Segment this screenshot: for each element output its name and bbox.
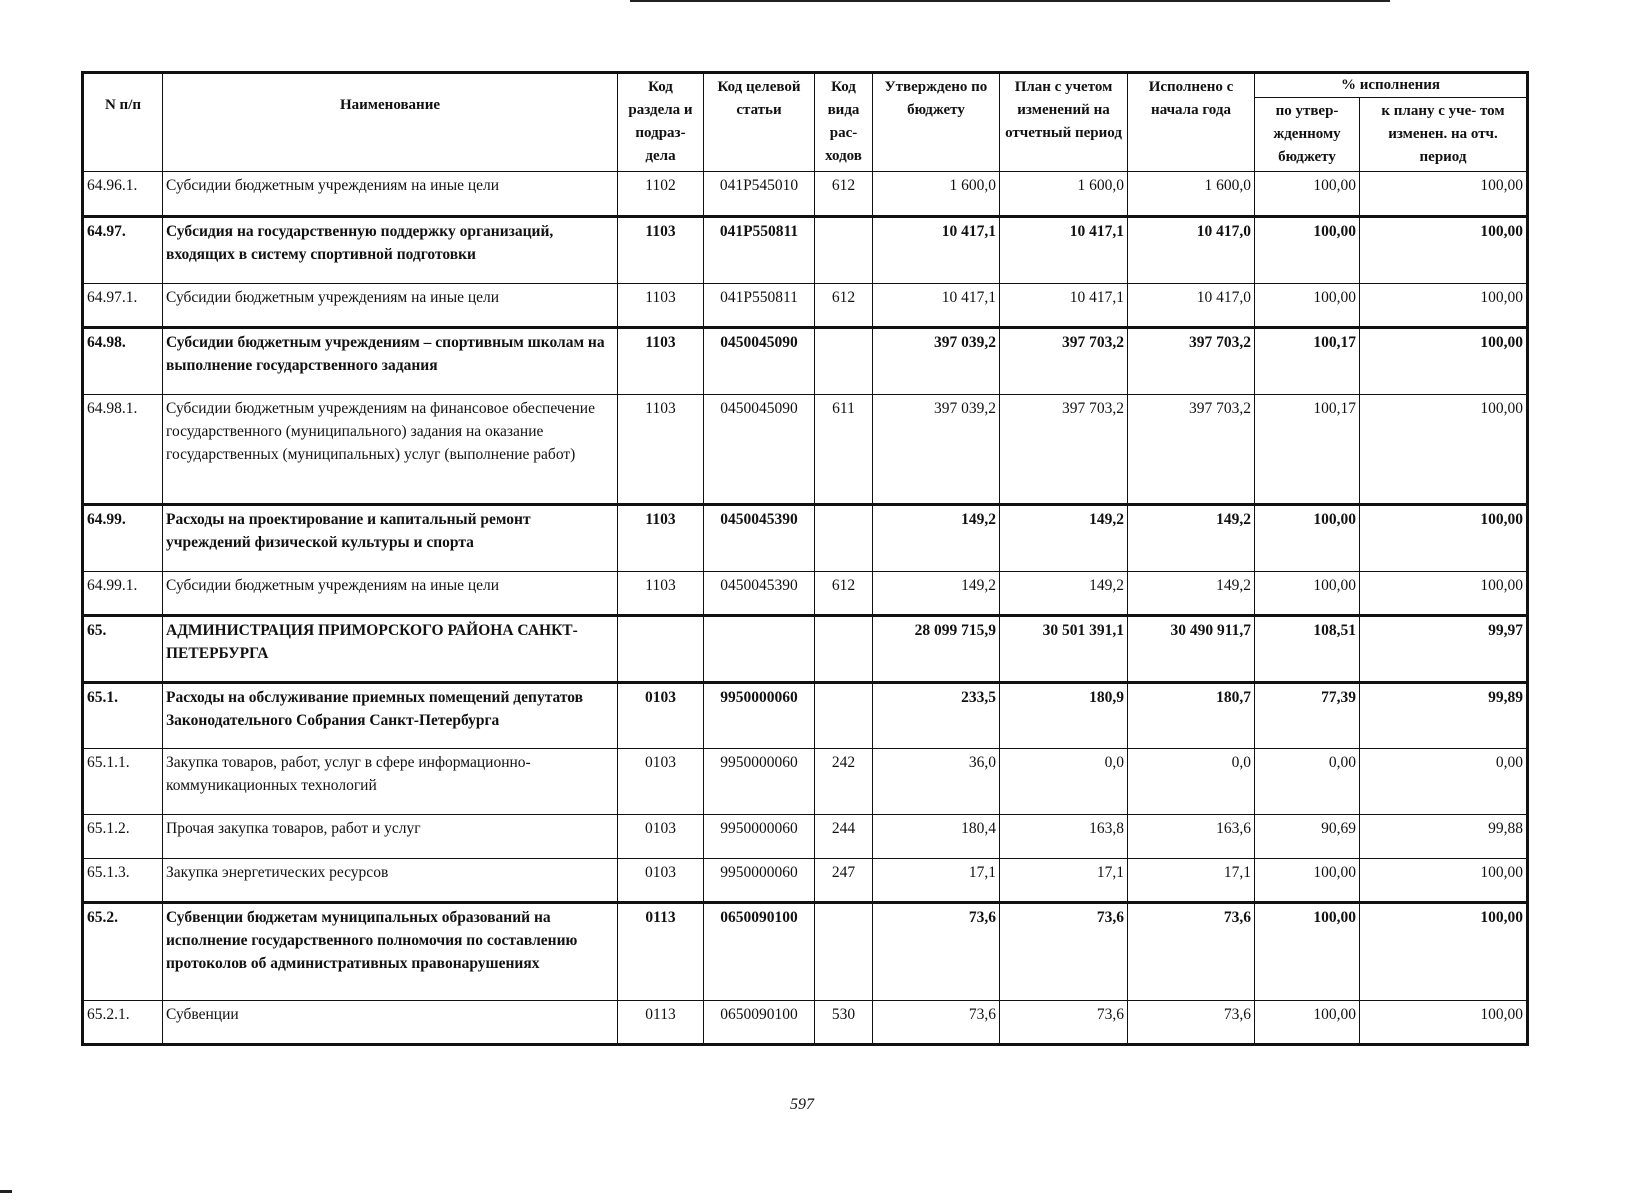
row-executed: 397 703,2 — [1128, 328, 1255, 395]
row-section-code: 0113 — [618, 1001, 704, 1045]
row-target-code: 0450045090 — [704, 328, 815, 395]
row-number: 64.99.1. — [83, 572, 163, 616]
row-pct-approved: 100,00 — [1255, 172, 1360, 217]
row-expense-code: 247 — [815, 859, 873, 903]
row-expense-code: 612 — [815, 172, 873, 217]
row-number: 64.98. — [83, 328, 163, 395]
header-num: N п/п — [83, 73, 163, 172]
row-plan: 30 501 391,1 — [1000, 616, 1128, 683]
row-section-code: 1103 — [618, 505, 704, 572]
table-row — [83, 903, 1528, 1001]
row-number: 65.2. — [83, 903, 163, 1001]
row-target-code: 9950000060 — [704, 683, 815, 749]
row-number: 65.1.3. — [83, 859, 163, 903]
row-plan: 0,0 — [1000, 749, 1128, 815]
row-executed: 73,6 — [1128, 1001, 1255, 1045]
row-approved: 397 039,2 — [873, 328, 1000, 395]
row-pct-plan: 100,00 — [1360, 328, 1528, 395]
row-executed: 397 703,2 — [1128, 395, 1255, 505]
row-number: 64.97. — [83, 217, 163, 284]
row-expense-code: 242 — [815, 749, 873, 815]
row-executed: 149,2 — [1128, 505, 1255, 572]
row-name: Закупка энергетических ресурсов — [163, 859, 618, 903]
row-pct-approved: 0,00 — [1255, 749, 1360, 815]
row-name: Субсидии бюджетным учреждениям на иные цели — [163, 572, 618, 616]
table-row — [83, 683, 1528, 749]
row-target-code: 041P545010 — [704, 172, 815, 217]
row-plan: 1 600,0 — [1000, 172, 1128, 217]
row-pct-plan: 100,00 — [1360, 505, 1528, 572]
scan-edge-line — [630, 0, 1390, 2]
row-number: 65.1. — [83, 683, 163, 749]
row-number: 64.96.1. — [83, 172, 163, 217]
row-pct-approved: 100,00 — [1255, 1001, 1360, 1045]
row-expense-code: 612 — [815, 284, 873, 328]
row-pct-plan: 100,00 — [1360, 903, 1528, 1001]
table-row — [83, 859, 1528, 903]
row-name: Субсидия на государственную поддержку организаций, входящих в систему спортивной подготовки — [163, 217, 618, 284]
header-plan: План с учетом изменений на отчетный период — [1000, 73, 1128, 172]
row-executed: 73,6 — [1128, 903, 1255, 1001]
header-pct-group: % исполнения — [1255, 73, 1528, 98]
row-pct-approved: 100,00 — [1255, 284, 1360, 328]
row-section-code: 1103 — [618, 284, 704, 328]
row-approved: 180,4 — [873, 815, 1000, 859]
row-section-code: 0103 — [618, 859, 704, 903]
row-section-code: 1103 — [618, 217, 704, 284]
row-approved: 73,6 — [873, 903, 1000, 1001]
row-name: Расходы на проектирование и капитальный ремонт учреждений физической культуры и спорта — [163, 505, 618, 572]
row-target-code: 0450045390 — [704, 572, 815, 616]
row-plan: 10 417,1 — [1000, 284, 1128, 328]
row-name: Субвенции бюджетам муниципальных образований на исполнение государственного полномочия по составлению протоколов об административных правонарушениях — [163, 903, 618, 1001]
row-plan: 17,1 — [1000, 859, 1128, 903]
table-row — [83, 815, 1528, 859]
row-plan: 73,6 — [1000, 903, 1128, 1001]
row-name: Расходы на обслуживание приемных помещений депутатов Законодательного Собрания Санкт-Петербурга — [163, 683, 618, 749]
header-executed: Исполнено с начала года — [1128, 73, 1255, 172]
row-section-code: 0113 — [618, 903, 704, 1001]
row-number: 64.98.1. — [83, 395, 163, 505]
row-approved: 17,1 — [873, 859, 1000, 903]
row-pct-approved: 100,17 — [1255, 328, 1360, 395]
row-target-code: 9950000060 — [704, 859, 815, 903]
table-row — [83, 572, 1528, 616]
row-pct-approved: 108,51 — [1255, 616, 1360, 683]
row-expense-code — [815, 217, 873, 284]
row-pct-approved: 100,17 — [1255, 395, 1360, 505]
row-expense-code — [815, 505, 873, 572]
header-pct-plan: к плану с уче- том изменен. на отч. период — [1360, 98, 1528, 172]
row-executed: 10 417,0 — [1128, 217, 1255, 284]
row-executed: 149,2 — [1128, 572, 1255, 616]
row-pct-approved: 100,00 — [1255, 572, 1360, 616]
row-plan: 73,6 — [1000, 1001, 1128, 1045]
row-section-code: 0103 — [618, 683, 704, 749]
table-row — [83, 395, 1528, 505]
table-row — [83, 217, 1528, 284]
row-section-code — [618, 616, 704, 683]
header-pct-approved: по утвер- жденному бюджету — [1255, 98, 1360, 172]
scan-edge-mark — [0, 1190, 12, 1193]
row-pct-plan: 0,00 — [1360, 749, 1528, 815]
row-expense-code: 530 — [815, 1001, 873, 1045]
table-row — [83, 1001, 1528, 1045]
row-plan: 397 703,2 — [1000, 395, 1128, 505]
row-section-code: 1103 — [618, 328, 704, 395]
row-name: Субвенции — [163, 1001, 618, 1045]
table-row — [83, 749, 1528, 815]
row-approved: 1 600,0 — [873, 172, 1000, 217]
row-approved: 397 039,2 — [873, 395, 1000, 505]
row-target-code: 0650090100 — [704, 1001, 815, 1045]
row-pct-approved: 90,69 — [1255, 815, 1360, 859]
row-name: Закупка товаров, работ, услуг в сфере информационно-коммуникационных технологий — [163, 749, 618, 815]
row-approved: 10 417,1 — [873, 217, 1000, 284]
row-target-code — [704, 616, 815, 683]
table-row — [83, 616, 1528, 683]
row-pct-plan: 100,00 — [1360, 172, 1528, 217]
row-executed: 30 490 911,7 — [1128, 616, 1255, 683]
row-name: Прочая закупка товаров, работ и услуг — [163, 815, 618, 859]
row-pct-plan: 100,00 — [1360, 572, 1528, 616]
row-expense-code: 244 — [815, 815, 873, 859]
row-target-code: 0450045090 — [704, 395, 815, 505]
row-target-code: 041P550811 — [704, 284, 815, 328]
row-pct-approved: 77,39 — [1255, 683, 1360, 749]
row-expense-code — [815, 328, 873, 395]
row-target-code: 9950000060 — [704, 749, 815, 815]
row-name: Субсидии бюджетным учреждениям на иные цели — [163, 172, 618, 217]
row-name: Субсидии бюджетным учреждениям на иные цели — [163, 284, 618, 328]
row-pct-plan: 99,97 — [1360, 616, 1528, 683]
row-number: 65.2.1. — [83, 1001, 163, 1045]
row-target-code: 0450045390 — [704, 505, 815, 572]
row-target-code: 0650090100 — [704, 903, 815, 1001]
row-approved: 149,2 — [873, 572, 1000, 616]
row-expense-code — [815, 683, 873, 749]
row-pct-approved: 100,00 — [1255, 859, 1360, 903]
row-number: 65.1.1. — [83, 749, 163, 815]
row-approved: 233,5 — [873, 683, 1000, 749]
row-target-code: 041P550811 — [704, 217, 815, 284]
row-section-code: 0103 — [618, 749, 704, 815]
header-name: Наименование — [163, 73, 618, 172]
row-number: 65.1.2. — [83, 815, 163, 859]
row-approved: 73,6 — [873, 1001, 1000, 1045]
row-number: 65. — [83, 616, 163, 683]
row-name: Субсидии бюджетным учреждениям на финансовое обеспечение государственного (муниципального) задания на оказание государственных (муниципальных) услуг (выполнение работ) — [163, 395, 618, 505]
row-section-code: 1103 — [618, 395, 704, 505]
row-pct-plan: 100,00 — [1360, 217, 1528, 284]
row-pct-plan: 99,89 — [1360, 683, 1528, 749]
row-plan: 10 417,1 — [1000, 217, 1128, 284]
header-section-code: Код раздела и подраз- дела — [618, 73, 704, 172]
row-approved: 28 099 715,9 — [873, 616, 1000, 683]
row-name: Субсидии бюджетным учреждениям – спортивным школам на выполнение государственного задания — [163, 328, 618, 395]
header-expense-code: Код вида рас- ходов — [815, 73, 873, 172]
row-plan: 149,2 — [1000, 505, 1128, 572]
table-row — [83, 172, 1528, 217]
row-expense-code — [815, 616, 873, 683]
row-executed: 0,0 — [1128, 749, 1255, 815]
row-executed: 10 417,0 — [1128, 284, 1255, 328]
row-section-code: 1102 — [618, 172, 704, 217]
row-executed: 163,6 — [1128, 815, 1255, 859]
header-target-code: Код целевой статьи — [704, 73, 815, 172]
row-pct-plan: 100,00 — [1360, 859, 1528, 903]
row-approved: 36,0 — [873, 749, 1000, 815]
row-expense-code — [815, 903, 873, 1001]
row-name: АДМИНИСТРАЦИЯ ПРИМОРСКОГО РАЙОНА САНКТ-ПЕТЕРБУРГА — [163, 616, 618, 683]
table-row — [83, 328, 1528, 395]
table-row — [83, 284, 1528, 328]
row-pct-approved: 100,00 — [1255, 903, 1360, 1001]
row-pct-approved: 100,00 — [1255, 217, 1360, 284]
row-pct-plan: 100,00 — [1360, 1001, 1528, 1045]
row-target-code: 9950000060 — [704, 815, 815, 859]
row-plan: 149,2 — [1000, 572, 1128, 616]
page-number: 597 — [790, 1096, 814, 1113]
header-approved: Утверждено по бюджету — [873, 73, 1000, 172]
row-executed: 180,7 — [1128, 683, 1255, 749]
row-section-code: 1103 — [618, 572, 704, 616]
table-header — [83, 73, 1528, 172]
row-plan: 180,9 — [1000, 683, 1128, 749]
row-expense-code: 611 — [815, 395, 873, 505]
row-plan: 397 703,2 — [1000, 328, 1128, 395]
row-pct-plan: 99,88 — [1360, 815, 1528, 859]
table-body — [83, 172, 1528, 1045]
row-expense-code: 612 — [815, 572, 873, 616]
table-row — [83, 505, 1528, 572]
row-pct-plan: 100,00 — [1360, 284, 1528, 328]
row-plan: 163,8 — [1000, 815, 1128, 859]
row-approved: 10 417,1 — [873, 284, 1000, 328]
row-executed: 17,1 — [1128, 859, 1255, 903]
row-section-code: 0103 — [618, 815, 704, 859]
row-approved: 149,2 — [873, 505, 1000, 572]
row-pct-approved: 100,00 — [1255, 505, 1360, 572]
row-number: 64.97.1. — [83, 284, 163, 328]
budget-execution-table — [81, 71, 1529, 1046]
row-executed: 1 600,0 — [1128, 172, 1255, 217]
row-number: 64.99. — [83, 505, 163, 572]
row-pct-plan: 100,00 — [1360, 395, 1528, 505]
